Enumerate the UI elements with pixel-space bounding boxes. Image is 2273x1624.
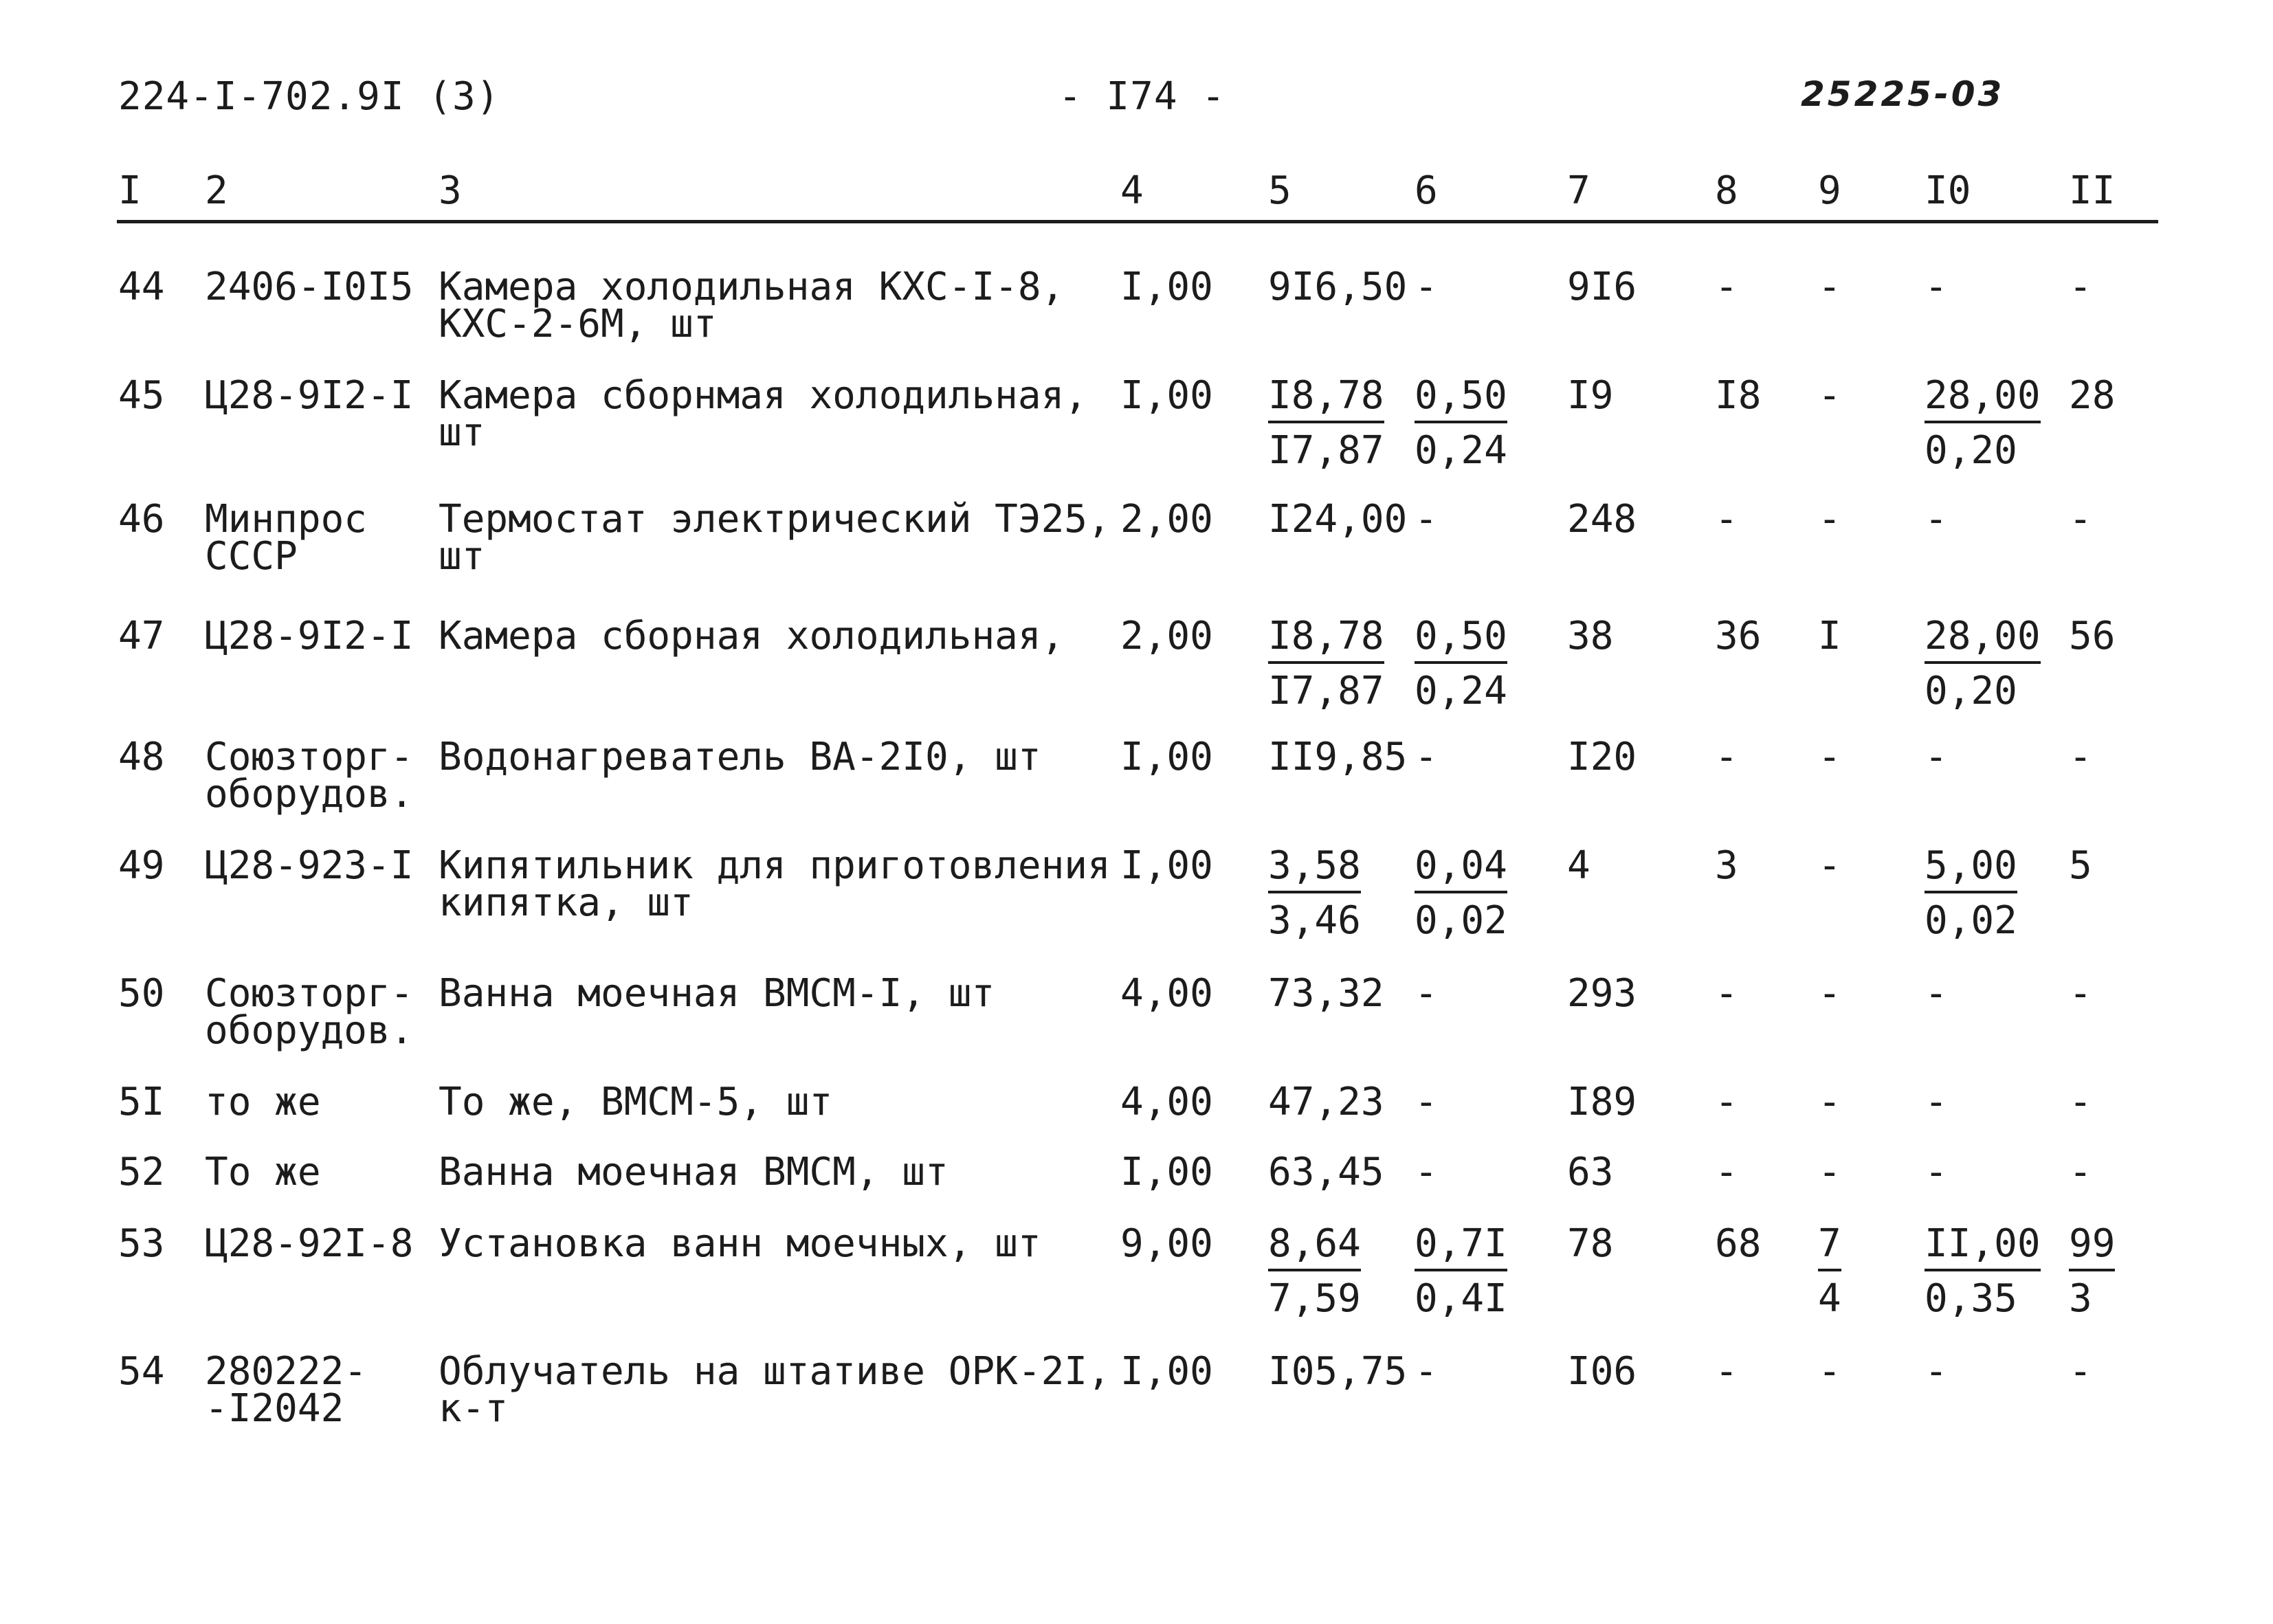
column-10-value: -: [1925, 971, 1948, 1016]
column-6-value-fraction: [1415, 614, 1507, 713]
column-9-value: -: [1818, 1349, 1841, 1394]
column-10-value: -: [1925, 1150, 1948, 1194]
column-6-value-fraction: [1415, 843, 1507, 943]
column-7-value: 78: [1567, 1221, 1614, 1266]
column-10-value-numerator: 5,00: [1925, 847, 2017, 893]
item-code: [205, 1080, 321, 1124]
column-6-value: [1415, 1221, 1507, 1321]
column-6-value-numerator: 0,50: [1415, 377, 1507, 423]
item-name-line: Ванна моечная ВМСМ, шт: [439, 1150, 949, 1194]
item-quantity: 2,00: [1120, 614, 1213, 658]
column-5-value: II9,85: [1268, 735, 1408, 779]
item-code-line: Ц28-92I-8: [205, 1221, 414, 1266]
column-7-value: 4: [1567, 843, 1590, 888]
item-code: [205, 1150, 321, 1194]
item-quantity: 2,00: [1120, 497, 1213, 542]
item-name-line: Установка ванн моечных, шт: [439, 1221, 1041, 1266]
column-9-value: -: [1818, 497, 1841, 542]
item-name: [439, 614, 1065, 658]
column-11-value: -: [2069, 971, 2092, 1016]
item-name-line: Термостат электрический ТЭ25,: [439, 497, 1111, 542]
row-number: 53: [118, 1221, 165, 1266]
column-10-value-numerator: II,00: [1925, 1225, 2041, 1271]
item-name: [439, 735, 1041, 779]
column-5-value: 73,32: [1268, 971, 1384, 1016]
column-5-value: [1268, 614, 1384, 713]
column-10-value: [1925, 614, 2041, 713]
item-name: [439, 373, 1088, 455]
item-name-line: КХС-2-6М, шт: [439, 302, 717, 346]
document-code: 224-I-702.9I (3): [118, 74, 500, 119]
item-code: [205, 265, 414, 309]
column-10-value: -: [1925, 497, 1948, 542]
column-9-value: -: [1818, 265, 1841, 309]
column-6-value: [1415, 843, 1507, 943]
row-number: 44: [118, 265, 165, 309]
item-name: [439, 497, 1111, 579]
column-5-value-denominator: 7,59: [1268, 1276, 1361, 1321]
item-quantity: I,00: [1120, 373, 1213, 418]
column-10-value-denominator: 0,35: [1925, 1276, 2017, 1321]
item-name-line: Ванна моечная ВМСМ-I, шт: [439, 971, 995, 1016]
item-code: [205, 971, 414, 1053]
column-header: 3: [439, 168, 462, 213]
row-number: 46: [118, 497, 165, 542]
item-name-line: Облучатель на штативе ОРК-2I,: [439, 1349, 1111, 1394]
column-10-value-fraction: [1925, 843, 2017, 943]
column-6-value: -: [1415, 971, 1438, 1016]
column-6-value: [1415, 614, 1507, 713]
column-6-value: -: [1415, 1150, 1438, 1194]
item-code-line: то же: [205, 1080, 321, 1124]
item-quantity: I,00: [1120, 265, 1213, 309]
column-9-value: -: [1818, 971, 1841, 1016]
column-10-value: [1925, 373, 2041, 473]
item-name: [439, 265, 1065, 346]
row-number: 52: [118, 1150, 165, 1194]
column-5-value-numerator: 8,64: [1268, 1225, 1361, 1271]
item-code-line: оборудов.: [205, 1008, 414, 1053]
item-quantity: 4,00: [1120, 971, 1213, 1016]
item-code: [205, 843, 414, 888]
column-6-value-numerator: 0,7I: [1415, 1225, 1507, 1271]
item-code-line: Союзторг-: [205, 735, 414, 779]
column-6-value-denominator: 0,24: [1415, 669, 1507, 713]
column-10-value-numerator: 28,00: [1925, 617, 2041, 664]
item-code-line: Ц28-923-I: [205, 843, 414, 888]
column-6-value-numerator: 0,50: [1415, 617, 1507, 664]
column-6-value-denominator: 0,4I: [1415, 1276, 1507, 1321]
item-code-line: -I2042: [205, 1386, 344, 1431]
column-10-value: [1925, 843, 2017, 943]
column-7-value: 9I6: [1567, 265, 1637, 309]
item-code: [205, 497, 368, 579]
column-11-value: 5: [2069, 843, 2092, 888]
item-name-line: шт: [439, 410, 485, 455]
item-quantity: I,00: [1120, 735, 1213, 779]
item-name-line: кипятка, шт: [439, 880, 694, 925]
column-10-value-fraction: [1925, 1221, 2041, 1321]
column-6-value: -: [1415, 265, 1438, 309]
column-11-value: -: [2069, 1349, 2092, 1394]
item-code-line: То же: [205, 1150, 321, 1194]
column-9-value: -: [1818, 373, 1841, 418]
column-6-value: -: [1415, 735, 1438, 779]
column-5-value-fraction: [1268, 373, 1384, 473]
column-8-value: -: [1715, 971, 1738, 1016]
column-9-value: -: [1818, 735, 1841, 779]
item-code: [205, 373, 414, 418]
column-11-value: -: [2069, 735, 2092, 779]
row-number: 54: [118, 1349, 165, 1394]
column-header: I: [118, 168, 142, 213]
row-number: 48: [118, 735, 165, 779]
column-5-value-fraction: [1268, 614, 1384, 713]
column-11-value: -: [2069, 265, 2092, 309]
column-10-value-denominator: 0,20: [1925, 428, 2017, 473]
item-code: [205, 735, 414, 816]
row-number: 5I: [118, 1080, 165, 1124]
item-code-line: 280222-: [205, 1349, 368, 1394]
column-header: 8: [1715, 168, 1738, 213]
column-5-value: I05,75: [1268, 1349, 1408, 1394]
item-code-line: Минпрос: [205, 497, 368, 542]
column-6-value-denominator: 0,24: [1415, 428, 1507, 473]
column-11-value-denominator: 3: [2069, 1276, 2092, 1321]
column-5-value: 9I6,50: [1268, 265, 1408, 309]
column-5-value: 47,23: [1268, 1080, 1384, 1124]
column-header: 4: [1120, 168, 1144, 213]
item-name: [439, 1150, 949, 1194]
column-5-value-denominator: 3,46: [1268, 898, 1361, 943]
column-8-value: -: [1715, 1080, 1738, 1124]
column-6-value: [1415, 373, 1507, 473]
item-code-line: Ц28-9I2-I: [205, 373, 414, 418]
item-code: [205, 1349, 368, 1431]
column-8-value: 3: [1715, 843, 1738, 888]
item-code-line: 2406-I0I5: [205, 265, 414, 309]
column-7-value: 63: [1567, 1150, 1614, 1194]
row-number: 45: [118, 373, 165, 418]
column-header: 5: [1268, 168, 1291, 213]
column-9-value-numerator: 7: [1818, 1225, 1841, 1271]
column-5-value-numerator: I8,78: [1268, 617, 1384, 664]
column-11-value: -: [2069, 1150, 2092, 1194]
column-header: 6: [1415, 168, 1438, 213]
column-5-value-numerator: I8,78: [1268, 377, 1384, 423]
row-number: 47: [118, 614, 165, 658]
column-10-value-denominator: 0,02: [1925, 898, 2017, 943]
row-number: 50: [118, 971, 165, 1016]
column-5-value-denominator: I7,87: [1268, 428, 1384, 473]
column-11-value-fraction: [2069, 1221, 2116, 1321]
column-10-value-fraction: [1925, 373, 2041, 473]
item-code-line: Ц28-9I2-I: [205, 614, 414, 658]
column-9-value: -: [1818, 843, 1841, 888]
column-10-value-denominator: 0,20: [1925, 669, 2017, 713]
item-name-line: То же, ВМСМ-5, шт: [439, 1080, 833, 1124]
item-name-line: Камера холодильная КХС-I-8,: [439, 265, 1065, 309]
item-name-line: Камера сборная холодильная,: [439, 614, 1065, 658]
column-10-value: [1925, 1221, 2041, 1321]
column-10-value: -: [1925, 1349, 1948, 1394]
column-11-value: 56: [2069, 614, 2116, 658]
column-9-value: -: [1818, 1150, 1841, 1194]
column-10-value: -: [1925, 265, 1948, 309]
column-5-value: 63,45: [1268, 1150, 1384, 1194]
item-code: [205, 614, 414, 658]
column-9-value-denominator: 4: [1818, 1276, 1841, 1321]
column-header: II: [2069, 168, 2116, 213]
column-5-value: I24,00: [1268, 497, 1408, 542]
column-9-value: I: [1818, 614, 1841, 658]
column-9-value: [1818, 1221, 1841, 1321]
item-name: [439, 971, 995, 1016]
column-7-value: 248: [1567, 497, 1637, 542]
column-7-value: I06: [1567, 1349, 1637, 1394]
column-8-value: -: [1715, 497, 1738, 542]
column-header: 7: [1567, 168, 1590, 213]
item-code-line: Союзторг-: [205, 971, 414, 1016]
column-8-value: 36: [1715, 614, 1762, 658]
column-header: I0: [1925, 168, 1971, 213]
item-name: [439, 843, 1111, 925]
column-5-value-fraction: [1268, 843, 1361, 943]
column-7-value: I9: [1567, 373, 1614, 418]
row-number: 49: [118, 843, 165, 888]
item-quantity: I,00: [1120, 843, 1213, 888]
column-5-value: [1268, 373, 1384, 473]
column-8-value: -: [1715, 1150, 1738, 1194]
column-header: 2: [205, 168, 228, 213]
column-8-value: -: [1715, 265, 1738, 309]
column-6-value-denominator: 0,02: [1415, 898, 1507, 943]
column-5-value-denominator: I7,87: [1268, 669, 1384, 713]
column-10-value: -: [1925, 1080, 1948, 1124]
header-rule: [117, 220, 2158, 223]
column-5-value-numerator: 3,58: [1268, 847, 1361, 893]
item-quantity: 9,00: [1120, 1221, 1213, 1266]
item-code-line: СССР: [205, 534, 298, 579]
document-number: 25225-03: [1801, 74, 2005, 114]
column-7-value: I20: [1567, 735, 1637, 779]
item-name: [439, 1080, 833, 1124]
column-6-value-numerator: 0,04: [1415, 847, 1507, 893]
column-11-value: [2069, 1221, 2116, 1321]
item-quantity: I,00: [1120, 1150, 1213, 1194]
column-8-value: -: [1715, 1349, 1738, 1394]
column-5-value-fraction: [1268, 1221, 1361, 1321]
column-header: 9: [1818, 168, 1841, 213]
column-11-value: 28: [2069, 373, 2116, 418]
column-9-value: -: [1818, 1080, 1841, 1124]
page-number: - I74 -: [1058, 74, 1226, 119]
column-6-value: -: [1415, 1349, 1438, 1394]
column-10-value: -: [1925, 735, 1948, 779]
column-6-value-fraction: [1415, 373, 1507, 473]
item-name-line: шт: [439, 534, 485, 579]
column-7-value: 293: [1567, 971, 1637, 1016]
item-code-line: оборудов.: [205, 772, 414, 816]
column-11-value: -: [2069, 497, 2092, 542]
column-5-value: [1268, 1221, 1361, 1321]
item-quantity: I,00: [1120, 1349, 1213, 1394]
column-5-value: [1268, 843, 1361, 943]
item-name-line: Камера сборнмая холодильная,: [439, 373, 1088, 418]
column-8-value: -: [1715, 735, 1738, 779]
column-6-value-fraction: [1415, 1221, 1507, 1321]
column-10-value-fraction: [1925, 614, 2041, 713]
item-name-line: к-т: [439, 1386, 509, 1431]
column-11-value-numerator: 99: [2069, 1225, 2115, 1271]
column-11-value: -: [2069, 1080, 2092, 1124]
item-quantity: 4,00: [1120, 1080, 1213, 1124]
column-7-value: 38: [1567, 614, 1614, 658]
item-name: [439, 1349, 1111, 1431]
column-8-value: 68: [1715, 1221, 1762, 1266]
column-10-value-numerator: 28,00: [1925, 377, 2041, 423]
item-name-line: Кипятильник для приготовления: [439, 843, 1111, 888]
item-name-line: Водонагреватель ВА-2I0, шт: [439, 735, 1041, 779]
item-code: [205, 1221, 414, 1266]
column-7-value: I89: [1567, 1080, 1637, 1124]
item-name: [439, 1221, 1041, 1266]
column-8-value: I8: [1715, 373, 1762, 418]
column-6-value: -: [1415, 497, 1438, 542]
column-6-value: -: [1415, 1080, 1438, 1124]
column-9-value-fraction: [1818, 1221, 1841, 1321]
